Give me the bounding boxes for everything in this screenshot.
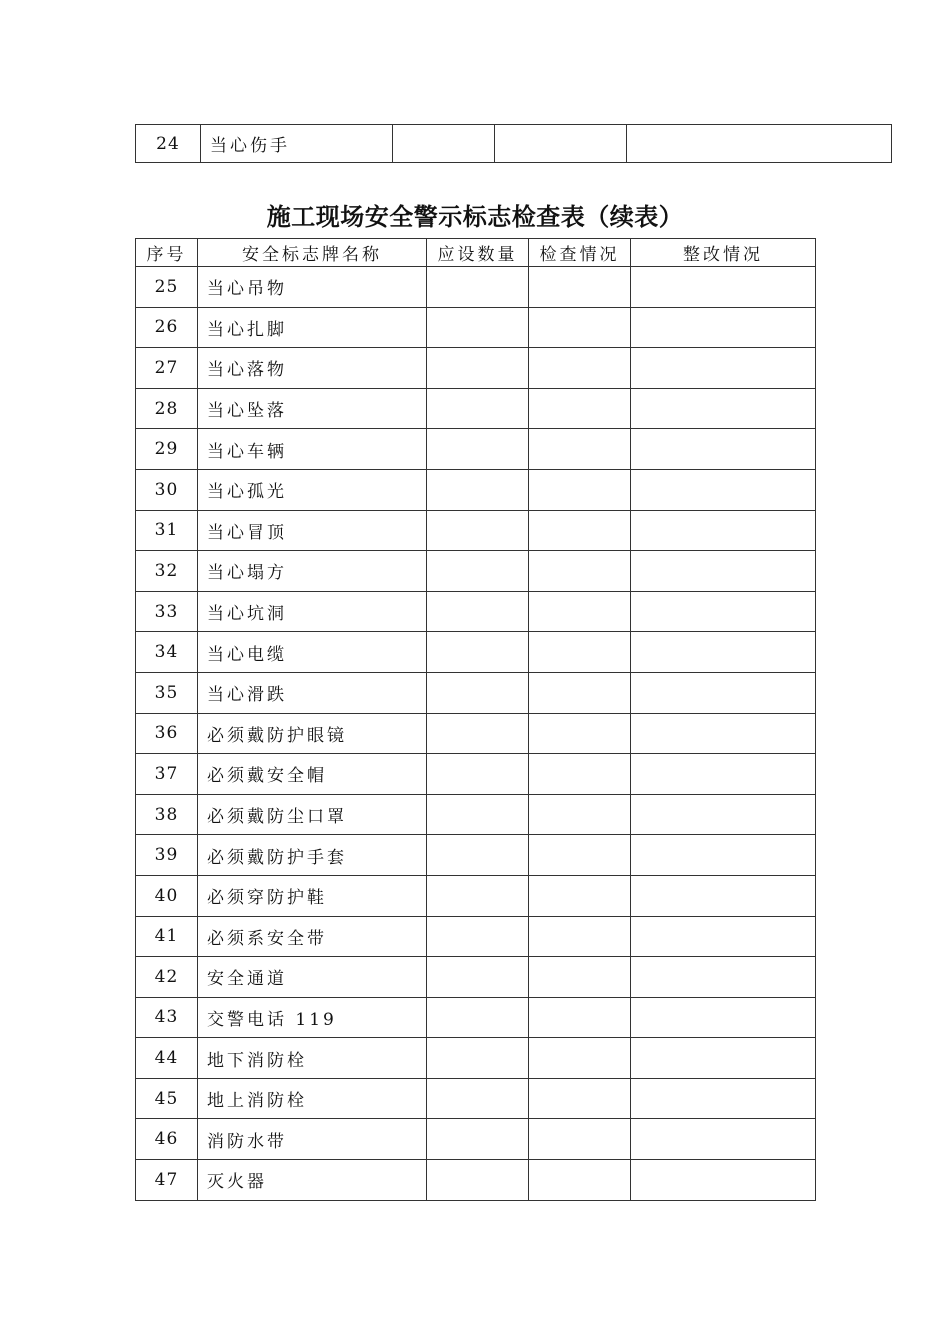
row-number: 46 bbox=[136, 1119, 198, 1160]
sign-name: 当心落物 bbox=[198, 348, 427, 389]
check-cell[interactable] bbox=[529, 957, 631, 998]
check-cell[interactable] bbox=[529, 835, 631, 876]
check-cell[interactable] bbox=[529, 469, 631, 510]
sign-name: 灭火器 bbox=[198, 1160, 427, 1201]
quantity-cell[interactable] bbox=[427, 916, 529, 957]
check-cell[interactable] bbox=[529, 1038, 631, 1079]
rectification-cell[interactable] bbox=[631, 1160, 816, 1201]
check-cell[interactable] bbox=[529, 713, 631, 754]
check-cell[interactable] bbox=[529, 388, 631, 429]
rectification-cell[interactable] bbox=[631, 469, 816, 510]
rectification-cell[interactable] bbox=[631, 307, 816, 348]
table-row bbox=[136, 997, 816, 1038]
rectification-cell[interactable] bbox=[631, 1038, 816, 1079]
check-cell[interactable] bbox=[529, 510, 631, 551]
row-number: 30 bbox=[136, 469, 198, 510]
sign-name: 当心电缆 bbox=[198, 632, 427, 673]
quantity-cell[interactable] bbox=[427, 1078, 529, 1119]
sign-name: 当心坠落 bbox=[198, 388, 427, 429]
row-number: 26 bbox=[136, 307, 198, 348]
table-row bbox=[136, 348, 816, 389]
rectification-cell[interactable] bbox=[631, 1119, 816, 1160]
quantity-cell[interactable] bbox=[427, 794, 529, 835]
sign-name: 当心车辆 bbox=[198, 429, 427, 470]
row-number: 35 bbox=[136, 672, 198, 713]
quantity-cell[interactable] bbox=[427, 997, 529, 1038]
rectification-cell[interactable] bbox=[631, 510, 816, 551]
row-number: 39 bbox=[136, 835, 198, 876]
sign-name: 必须戴安全帽 bbox=[198, 754, 427, 795]
table-row bbox=[136, 1160, 816, 1201]
quantity-cell[interactable] bbox=[427, 835, 529, 876]
check-cell[interactable] bbox=[529, 1160, 631, 1201]
row-number: 29 bbox=[136, 429, 198, 470]
table-row bbox=[136, 713, 816, 754]
table-row bbox=[136, 916, 816, 957]
header-quantity: 应设数量 bbox=[427, 239, 529, 267]
table-row bbox=[136, 835, 816, 876]
check-cell[interactable] bbox=[529, 591, 631, 632]
rectification-cell[interactable] bbox=[631, 1078, 816, 1119]
quantity-cell[interactable] bbox=[427, 267, 529, 308]
table-row bbox=[136, 307, 816, 348]
quantity-cell[interactable] bbox=[427, 1119, 529, 1160]
table-row bbox=[136, 794, 816, 835]
sign-name: 当心伤手 bbox=[201, 125, 393, 163]
check-cell[interactable] bbox=[529, 1119, 631, 1160]
header-rectification: 整改情况 bbox=[631, 239, 816, 267]
quantity-cell[interactable] bbox=[427, 469, 529, 510]
rectification-cell[interactable] bbox=[631, 794, 816, 835]
table-row bbox=[136, 591, 816, 632]
previous-page-table bbox=[135, 124, 892, 163]
row-number: 44 bbox=[136, 1038, 198, 1079]
rectification-cell[interactable] bbox=[631, 591, 816, 632]
quantity-cell[interactable] bbox=[427, 713, 529, 754]
table-row bbox=[136, 1078, 816, 1119]
table-row bbox=[136, 754, 816, 795]
check-cell[interactable] bbox=[529, 307, 631, 348]
sign-name: 当心扎脚 bbox=[198, 307, 427, 348]
table-row bbox=[136, 1038, 816, 1079]
inspection-table bbox=[135, 238, 816, 1201]
table-row bbox=[136, 510, 816, 551]
rectification-cell[interactable] bbox=[631, 551, 816, 592]
row-number: 41 bbox=[136, 916, 198, 957]
check-cell[interactable] bbox=[529, 267, 631, 308]
sign-name: 当心吊物 bbox=[198, 267, 427, 308]
sign-name: 当心坑洞 bbox=[198, 591, 427, 632]
table-row bbox=[136, 125, 892, 163]
check-cell[interactable] bbox=[529, 875, 631, 916]
sign-name: 交警电话 119 bbox=[198, 997, 427, 1038]
header-check: 检查情况 bbox=[529, 239, 631, 267]
rectification-cell[interactable] bbox=[631, 754, 816, 795]
sign-name: 地上消防栓 bbox=[198, 1078, 427, 1119]
row-number: 24 bbox=[136, 125, 201, 163]
table-row bbox=[136, 469, 816, 510]
table-row bbox=[136, 1119, 816, 1160]
quantity-cell[interactable] bbox=[427, 957, 529, 998]
table-row bbox=[136, 632, 816, 673]
check-cell[interactable] bbox=[529, 672, 631, 713]
rectification-cell[interactable] bbox=[631, 267, 816, 308]
rectification-cell[interactable] bbox=[631, 713, 816, 754]
quantity-cell[interactable] bbox=[427, 307, 529, 348]
row-number: 34 bbox=[136, 632, 198, 673]
quantity-cell[interactable] bbox=[427, 754, 529, 795]
sign-name: 当心塌方 bbox=[198, 551, 427, 592]
sign-name: 必须穿防护鞋 bbox=[198, 875, 427, 916]
row-number: 45 bbox=[136, 1078, 198, 1119]
row-number: 40 bbox=[136, 875, 198, 916]
rectification-cell[interactable] bbox=[631, 632, 816, 673]
rectification-cell[interactable] bbox=[631, 348, 816, 389]
check-cell[interactable] bbox=[529, 348, 631, 389]
check-cell[interactable] bbox=[495, 125, 627, 163]
sign-name: 必须戴防护手套 bbox=[198, 835, 427, 876]
row-number: 36 bbox=[136, 713, 198, 754]
rectification-cell[interactable] bbox=[631, 957, 816, 998]
rectification-cell[interactable] bbox=[627, 125, 892, 163]
rectification-cell[interactable] bbox=[631, 916, 816, 957]
header-number: 序号 bbox=[136, 239, 198, 267]
rectification-cell[interactable] bbox=[631, 388, 816, 429]
check-cell[interactable] bbox=[529, 632, 631, 673]
quantity-cell[interactable] bbox=[427, 388, 529, 429]
rectification-cell[interactable] bbox=[631, 672, 816, 713]
rectification-cell[interactable] bbox=[631, 429, 816, 470]
rectification-cell[interactable] bbox=[631, 875, 816, 916]
quantity-cell[interactable] bbox=[427, 510, 529, 551]
row-number: 47 bbox=[136, 1160, 198, 1201]
table-row bbox=[136, 429, 816, 470]
document-title: 施工现场安全警示标志检查表（续表） bbox=[266, 203, 684, 231]
quantity-cell[interactable] bbox=[427, 672, 529, 713]
sign-name: 当心冒顶 bbox=[198, 510, 427, 551]
quantity-cell[interactable] bbox=[427, 551, 529, 592]
check-cell[interactable] bbox=[529, 997, 631, 1038]
row-number: 33 bbox=[136, 591, 198, 632]
table-row bbox=[136, 672, 816, 713]
row-number: 28 bbox=[136, 388, 198, 429]
quantity-cell[interactable] bbox=[427, 591, 529, 632]
table-row bbox=[136, 875, 816, 916]
sign-name: 必须戴防护眼镜 bbox=[198, 713, 427, 754]
table-row bbox=[136, 957, 816, 998]
sign-name: 必须系安全带 bbox=[198, 916, 427, 957]
row-number: 42 bbox=[136, 957, 198, 998]
sign-name: 当心滑跌 bbox=[198, 672, 427, 713]
quantity-cell[interactable] bbox=[427, 348, 529, 389]
rectification-cell[interactable] bbox=[631, 997, 816, 1038]
row-number: 31 bbox=[136, 510, 198, 551]
sign-name: 当心孤光 bbox=[198, 469, 427, 510]
quantity-cell[interactable] bbox=[427, 429, 529, 470]
check-cell[interactable] bbox=[529, 429, 631, 470]
check-cell[interactable] bbox=[529, 794, 631, 835]
row-number: 25 bbox=[136, 267, 198, 308]
check-cell[interactable] bbox=[529, 754, 631, 795]
quantity-cell[interactable] bbox=[427, 632, 529, 673]
quantity-cell[interactable] bbox=[427, 1038, 529, 1079]
sign-name: 必须戴防尘口罩 bbox=[198, 794, 427, 835]
table-row bbox=[136, 388, 816, 429]
sign-name: 安全通道 bbox=[198, 957, 427, 998]
table-row bbox=[136, 267, 816, 308]
table-header-row bbox=[136, 239, 816, 267]
header-name: 安全标志牌名称 bbox=[198, 239, 427, 267]
row-number: 43 bbox=[136, 997, 198, 1038]
quantity-cell[interactable] bbox=[427, 875, 529, 916]
check-cell[interactable] bbox=[529, 916, 631, 957]
sign-name: 地下消防栓 bbox=[198, 1038, 427, 1079]
row-number: 38 bbox=[136, 794, 198, 835]
check-cell[interactable] bbox=[529, 1078, 631, 1119]
table-row bbox=[136, 551, 816, 592]
quantity-cell[interactable] bbox=[427, 1160, 529, 1201]
rectification-cell[interactable] bbox=[631, 835, 816, 876]
row-number: 32 bbox=[136, 551, 198, 592]
sign-name: 消防水带 bbox=[198, 1119, 427, 1160]
row-number: 27 bbox=[136, 348, 198, 389]
row-number: 37 bbox=[136, 754, 198, 795]
quantity-cell[interactable] bbox=[393, 125, 495, 163]
check-cell[interactable] bbox=[529, 551, 631, 592]
